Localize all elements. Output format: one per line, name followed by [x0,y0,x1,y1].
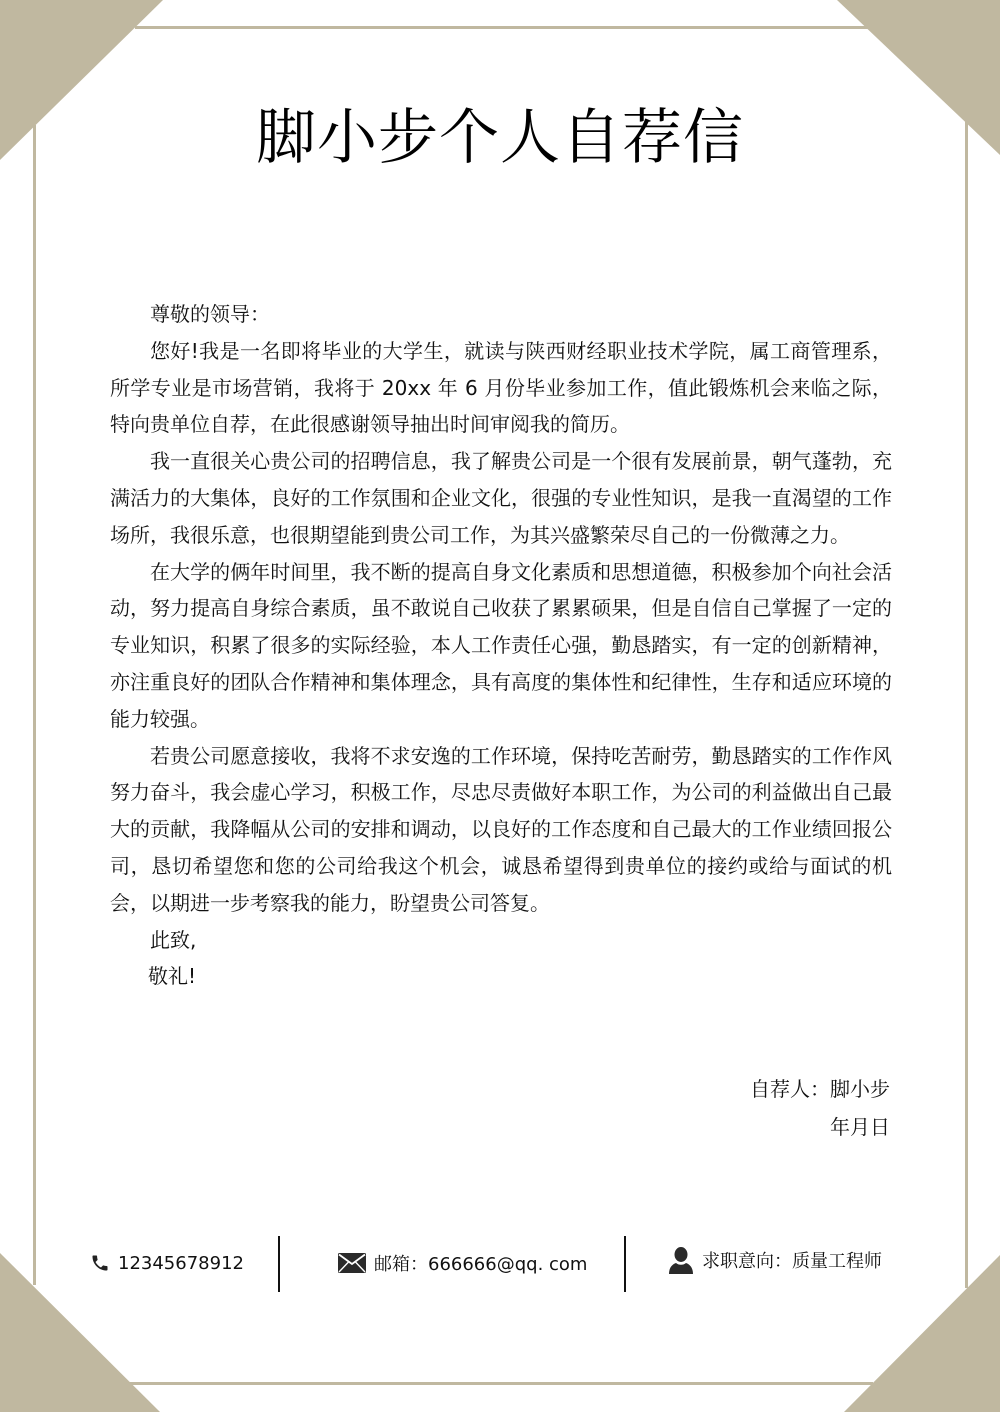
frame-line-left [33,125,36,1285]
envelope-icon [338,1253,366,1273]
job-objective-text: 求职意向：质量工程师 [702,1251,882,1272]
letter-body [110,296,892,995]
footer-phone [90,1243,244,1283]
paragraph: 您好!我是一名即将毕业的大学生，就读与陕西财经职业技术学院，属工商管理系，所学专业是市场营销，我将于 20xx 年 6 月份毕业参加工作，值此锻炼机会来临之际，特向贵单位自荐，在此很感谢领导抽出时间审阅我的简历。 [110,338,892,437]
closing-line: 此致, [150,927,197,952]
footer-objective [668,1240,882,1280]
email-text: 邮箱：666666@qq. com [374,1254,588,1275]
frame-line-top [135,26,870,29]
signature-block [750,1070,890,1146]
page-title: 脚小步个人自荐信 [256,103,744,173]
closing-salute: 敬礼! [148,964,197,989]
footer-email [338,1243,587,1283]
frame-line-bottom [128,1382,873,1385]
paragraph: 若贵公司愿意接收，我将不求安逸的工作环境，保持吃苦耐劳，勤恳踏实的工作作风努力奋斗，我会虚心学习，积极工作，尽忠尽责做好本职工作，为公司的利益做出自己最大的贡献，我降幅从公司的安排和调动，以良好的工作态度和自己最大的工作业绩回报公司，恳切希望您和您的公司给我这个机会，诚恳希望得到贵单位的接约或给与面试的机会，以期进一步考察我的能力，盼望贵公司答复。 [110,743,892,915]
phone-icon [90,1253,110,1273]
paragraph: 在大学的俩年时间里，我不断的提高自身文化素质和思想道德，积极参加个向社会活动，努力提高自身综合素质，虽不敢说自己收获了累累硕果，但是自信自己掌握了一定的专业知识，积累了很多的实际经验，本人工作责任心强，勤恳踏实，有一定的创新精神，亦注重良好的团队合作精神和集体理念，具有高度的集体性和纪律性，生存和适应环境的能力较强。 [110,559,892,731]
footer-divider [624,1236,626,1292]
person-icon [668,1246,694,1274]
signature-date: 年月日 [830,1115,890,1139]
paragraph: 我一直很关心贵公司的招聘信息，我了解贵公司是一个很有发展前景，朝气蓬勃，充满活力的大集体，良好的工作氛围和企业文化，很强的专业性知识，是我一直渴望的工作场所，我很乐意，也很期望能到贵公司工作，为其兴盛繁荣尽自己的一份微薄之力。 [110,449,892,547]
salutation: 尊敬的领导： [150,302,270,326]
phone-number: 12345678912 [118,1252,244,1274]
frame-line-right [965,118,968,1288]
signature-name: 自荐人：脚小步 [750,1077,890,1101]
footer-divider [278,1236,280,1292]
